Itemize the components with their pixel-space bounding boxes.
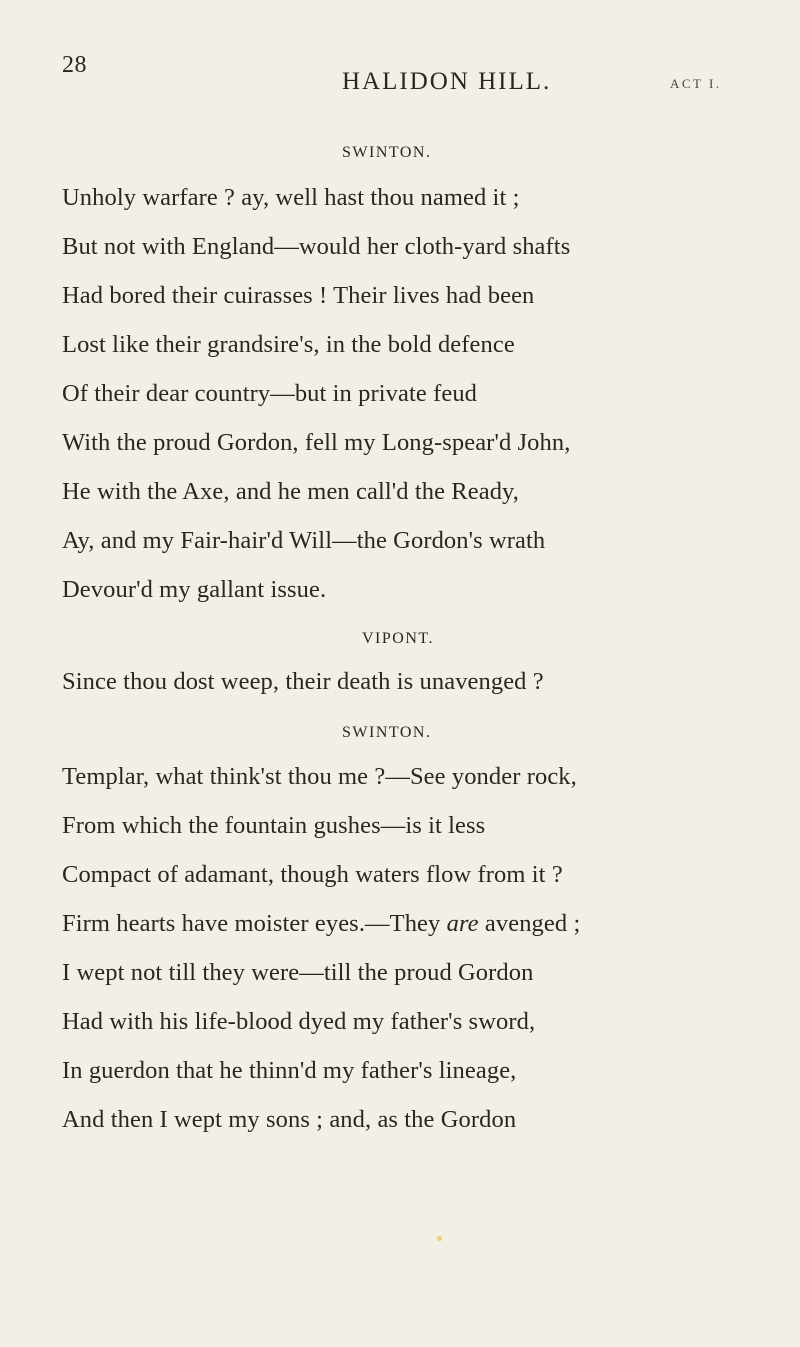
verse-line: [62, 910, 580, 938]
emphasized-word: are: [446, 910, 479, 937]
act-label: ACT I.: [670, 76, 722, 91]
verse-line: With the proud Gordon, fell my Long-spear'd John,: [62, 429, 571, 456]
speaker-name: SWINTON.: [342, 144, 432, 161]
verse-line: Had with his life-blood dyed my father's sword,: [62, 1008, 536, 1035]
verse-line: Unholy warfare ? ay, well hast thou named it ;: [62, 184, 520, 211]
verse-text: avenged ;: [478, 910, 581, 937]
verse-line: Since thou dost weep, their death is unavenged ?: [62, 668, 544, 695]
verse-line: I wept not till they were—till the proud Gordon: [62, 959, 534, 986]
verse-line: Of their dear country—but in private feud: [62, 380, 478, 407]
verse-line: Had bored their cuirasses ! Their lives had been: [62, 282, 535, 309]
verse-line: In guerdon that he thinn'd my father's lineage,: [62, 1057, 517, 1084]
verse-line: Lost like their grandsire's, in the bold defence: [62, 331, 515, 358]
verse-line: From which the fountain gushes—is it less: [62, 812, 486, 839]
verse-line: Ay, and my Fair-hair'd Will—the Gordon's wrath: [62, 527, 546, 554]
verse-line: Templar, what think'st thou me ?—See yonder rock,: [62, 763, 577, 790]
verse-line: Devour'd my gallant issue.: [62, 576, 327, 603]
speaker-name: SWINTON.: [342, 724, 432, 741]
running-title: HALIDON HILL.: [342, 68, 552, 95]
speaker-name: VIPONT.: [362, 630, 434, 647]
verse-line: Compact of adamant, though waters flow from it ?: [62, 861, 563, 888]
verse-line: He with the Axe, and he men call'd the Ready,: [62, 478, 520, 505]
paper-spot: [437, 1236, 442, 1241]
verse-text: Firm hearts have moister eyes.—They: [62, 910, 447, 937]
verse-line: But not with England—would her cloth-yard shafts: [62, 233, 571, 260]
verse-line: And then I wept my sons ; and, as the Gordon: [62, 1106, 517, 1133]
page-number: 28: [62, 52, 87, 78]
